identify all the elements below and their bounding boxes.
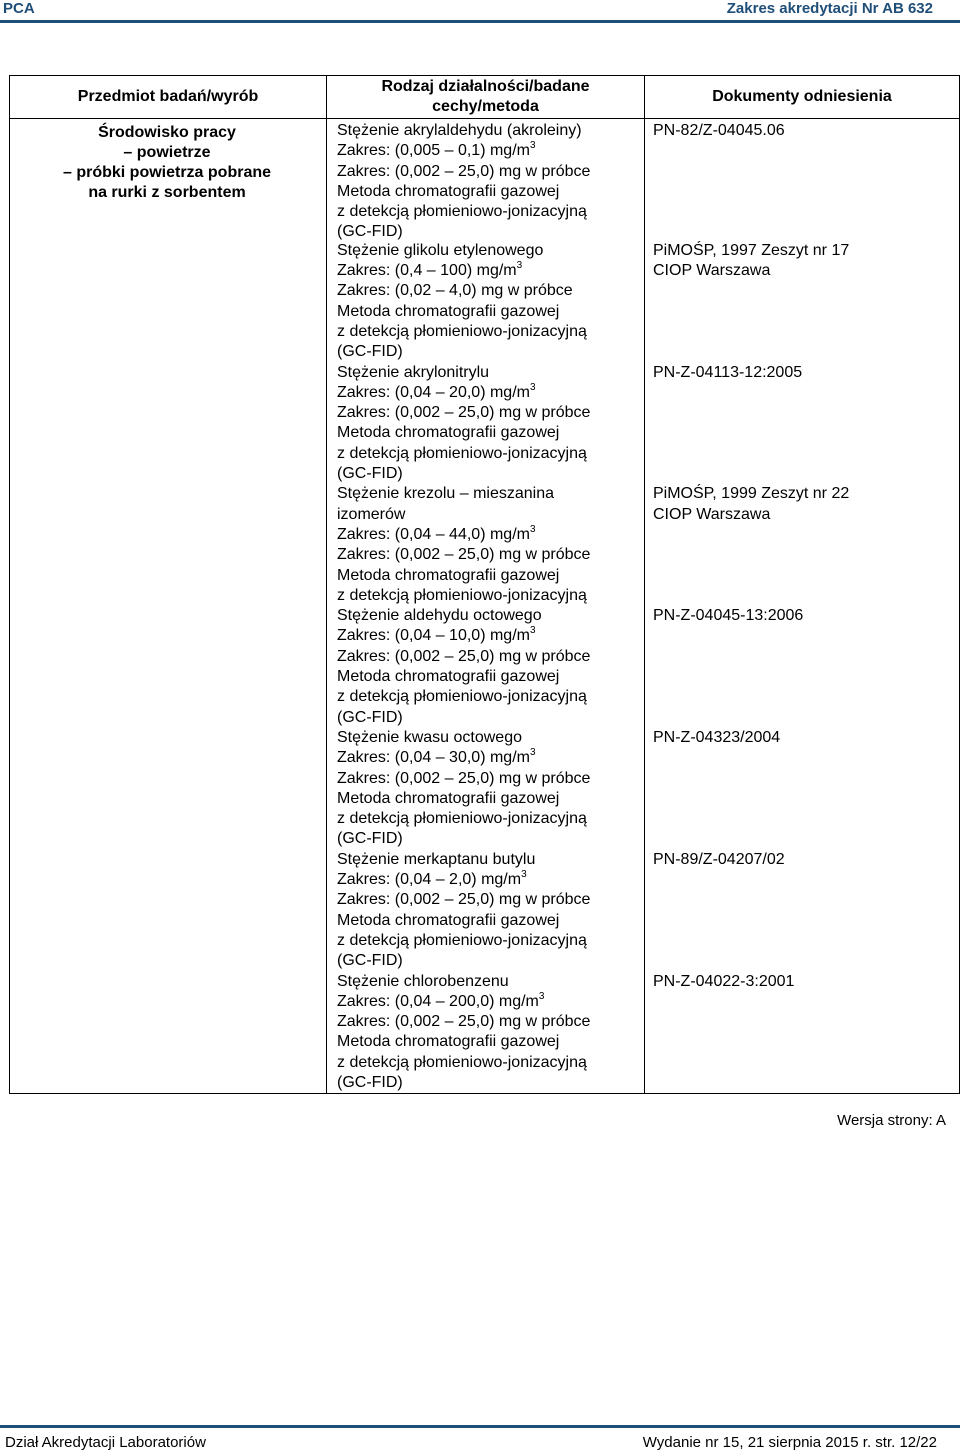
accreditation-table [9,75,960,1094]
footer-divider [0,1425,960,1428]
method-line: Zakres: (0,002 – 25,0) mg w próbce [337,404,591,422]
method-line: Zakres: (0,02 – 4,0) mg w próbce [337,282,573,300]
footer-edition: Wydanie nr 15, 21 sierpnia 2015 r. str. 12/22 [642,1434,937,1451]
method-line: (GC-FID) [337,952,403,970]
method-line-wrap [337,383,642,403]
method-line: Metoda chromatografii gazowej [337,911,560,929]
method-entry [337,606,642,728]
documents-cell [645,119,960,1094]
method-line: z detekcją płomieniowo-jonizacyjną [337,444,587,462]
method-line: (GC-FID) [337,708,403,726]
subject-line: Środowisko pracy [98,124,236,141]
method-line-wrap [337,992,642,1012]
unit-exponent: 3 [521,868,527,880]
unit-exponent: 3 [529,746,536,758]
method-line: z detekcją płomieniowo-jonizacyjną [337,586,587,604]
method-line: Metoda chromatografii gazowej [337,182,560,200]
method-line-wrap [337,525,642,545]
document-line: CIOP Warszawa [653,262,771,280]
document-line: CIOP Warszawa [653,505,771,523]
footer-department: Dział Akredytacji Laboratoriów [5,1434,206,1451]
document-entry [653,241,955,363]
document-entry [653,363,955,485]
method-entry [337,972,642,1094]
method-line: Zakres: (0,04 – 200,0) mg/m [337,992,539,1010]
column-header-subject: Przedmiot badań/wyrób [10,76,327,119]
document-line: PN-Z-04323/2004 [653,728,781,746]
unit-exponent: 3 [529,139,536,151]
method-line: (GC-FID) [337,343,403,361]
document-entry [653,972,955,1094]
method-line: (GC-FID) [337,465,403,483]
table-header-row [10,76,960,119]
method-line: Stężenie chlorobenzenu [337,972,509,990]
method-line: Zakres: (0,04 – 2,0) mg/m [337,871,522,889]
method-line: Stężenie merkaptanu butylu [337,850,536,868]
method-line: Stężenie kwasu octowego [337,728,522,746]
method-line-wrap [337,626,642,646]
method-line: z detekcją płomieniowo-jonizacyjną [337,810,587,828]
method-line: Zakres: (0,002 – 25,0) mg w próbce [337,1013,591,1031]
version-note: Wersja strony: A [837,1112,946,1129]
document-line: PiMOŚP, 1999 Zeszyt nr 22 [653,485,850,503]
column-header-method [327,76,645,119]
method-line: Stężenie akrylaldehydu (akroleiny) [337,122,582,139]
unit-exponent: 3 [529,523,536,535]
method-entry [337,850,642,972]
method-line: (GC-FID) [337,1074,403,1092]
method-line: Metoda chromatografii gazowej [337,424,560,442]
header-org: PCA [3,0,35,17]
unit-exponent: 3 [529,625,536,637]
method-line: Metoda chromatografii gazowej [337,566,560,584]
method-entry [337,241,642,363]
method-line: z detekcją płomieniowo-jonizacyjną [337,203,587,221]
method-entry [337,484,642,606]
method-line: Zakres: (0,04 – 10,0) mg/m [337,627,530,645]
document-line: PN-82/Z-04045.06 [653,122,785,139]
subject-line: na rurki z sorbentem [88,184,246,201]
column-header-method-line1: Rodzaj działalności/badane [381,78,590,95]
method-line: (GC-FID) [337,830,403,848]
table-row [10,119,960,1094]
method-line: z detekcją płomieniowo-jonizacyjną [337,1053,587,1071]
unit-exponent: 3 [516,259,523,271]
method-line: Stężenie krezolu – mieszanina [337,485,555,503]
method-line-wrap [337,141,642,161]
page-header [0,0,960,18]
document-line: PiMOŚP, 1997 Zeszyt nr 17 [653,241,850,259]
method-line-wrap [337,748,642,768]
unit-exponent: 3 [538,990,545,1002]
header-scope-title: Zakres akredytacji Nr AB 632 [726,0,933,17]
method-line: Zakres: (0,005 – 0,1) mg/m [337,142,530,160]
method-line: Zakres: (0,002 – 25,0) mg w próbce [337,162,591,180]
document-line: PN-Z-04022-3:2001 [653,972,795,990]
method-line: z detekcją płomieniowo-jonizacyjną [337,688,587,706]
method-line: Metoda chromatografii gazowej [337,789,560,807]
method-line: z detekcją płomieniowo-jonizacyjną [337,931,587,949]
method-line: Zakres: (0,002 – 25,0) mg w próbce [337,546,591,564]
subject-line: – próbki powietrza pobrane [62,164,272,181]
subject-cell [10,119,327,1094]
method-line: Zakres: (0,002 – 25,0) mg w próbce [337,769,591,787]
document-line: PN-89/Z-04207/02 [653,850,785,868]
document-entry [653,119,955,241]
method-line: Zakres: (0,002 – 25,0) mg w próbce [337,891,591,909]
method-line: (GC-FID) [337,223,403,241]
method-line: Zakres: (0,04 – 30,0) mg/m [337,749,530,767]
header-divider [0,20,960,23]
method-line: Stężenie glikolu etylenowego [337,241,544,259]
method-line: Metoda chromatografii gazowej [337,302,560,320]
document-line: PN-Z-04045-13:2006 [653,607,804,625]
method-entry [337,728,642,850]
method-line: izomerów [337,505,406,523]
column-header-docs: Dokumenty odniesienia [645,76,960,119]
method-entry [337,119,642,241]
method-line: Zakres: (0,4 – 100) mg/m [337,262,517,280]
document-line: PN-Z-04113-12:2005 [653,363,803,381]
methods-cell [327,119,645,1094]
method-line: Zakres: (0,04 – 20,0) mg/m [337,383,530,401]
document-entry [653,484,955,606]
method-line-wrap [337,261,642,281]
method-line: Stężenie aldehydu octowego [337,607,542,625]
method-line: Zakres: (0,04 – 44,0) mg/m [337,525,530,543]
method-entry [337,363,642,485]
document-entry [653,850,955,972]
unit-exponent: 3 [529,381,536,393]
document-entry [653,606,955,728]
method-line: Metoda chromatografii gazowej [337,1033,560,1051]
column-header-method-line2: cechy/metoda [432,98,539,115]
subject-line: – powietrze [123,144,211,161]
method-line: z detekcją płomieniowo-jonizacyjną [337,322,587,340]
method-line: Zakres: (0,002 – 25,0) mg w próbce [337,647,591,665]
method-line-wrap [337,870,642,890]
method-line: Metoda chromatografii gazowej [337,668,560,686]
document-entry [653,728,955,850]
method-line: Stężenie akrylonitrylu [337,363,490,381]
